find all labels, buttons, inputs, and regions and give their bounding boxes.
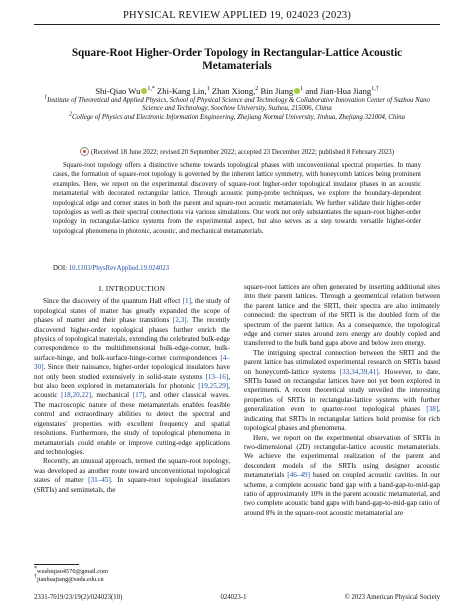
footnote-1 — [34, 565, 230, 576]
abstract: Square-root topology offers a distinctive scheme towards topological phases with unconventional spectral properties. In many cases, the formation of square-root topology is governed by the inherent lattice symmetry, with honeycomb lattices being prominent examples. Here, we report on the experimental discovery of square-root higher-order topological insulator phases in an acoustic metamaterial with decorated rectangular lattice. Through acoustic pump-probe techniques, we explore the boundary-dependent topological edge and corner states in both the parent and square-root acoustic metamaterials. We further validate their higher-order topologies as well as their spectral connections via various simulations. Our work not only substantiates the square-root higher-order topology in rectangular-lattice systems from the experimental aspect, but also serves as a step towards versatile higher-order topological phenomena in photonic, acoustic, and mechanical metamaterials. — [53, 162, 421, 235]
citation-link[interactable]: [18,20,22] — [61, 391, 92, 400]
section-heading: I. INTRODUCTION — [98, 284, 166, 293]
article-title — [40, 47, 434, 73]
footnote-email[interactable]: wushiqiao4570@gmail.com — [37, 568, 109, 575]
citation-link[interactable]: [1] — [182, 297, 191, 306]
footer-page-number: 024023-1 — [220, 594, 247, 601]
citation-link[interactable]: [31–45] — [88, 476, 111, 485]
author-name[interactable]: Bin Jiang — [260, 86, 294, 96]
author-list — [30, 86, 444, 97]
citation-link[interactable]: [4–30] — [34, 353, 230, 372]
affiliation-2 — [44, 111, 430, 122]
footnote-mark: * — [34, 565, 37, 572]
footer-copyright: © 2023 American Physical Society — [344, 594, 440, 601]
author-name[interactable]: and Jian-Hua Jiang — [305, 86, 372, 96]
dates-text: (Received 18 June 2022; revised 20 September 2022; accepted 23 December 2022; published 8 February 2023) — [91, 149, 394, 156]
affiliation-text: Institute of Theoretical and Applied Physics, School of Physical Science and Technology & Collaborative Innovation Center of Suzhou Nano Science and Technology, Soochow University, Suzhou, 215006, China — [47, 97, 430, 113]
affiliation-1 — [44, 94, 430, 114]
citation-link[interactable]: [13–16] — [205, 372, 229, 381]
publication-dates — [44, 147, 430, 157]
citation-link[interactable]: [38] — [426, 405, 439, 414]
affiliation-text: College of Physics and Electronic Information Engineering, Zhejiang Normal University, Jinhua, Zhejiang 321004, China — [72, 113, 405, 121]
check-for-updates-icon[interactable] — [80, 147, 89, 156]
author-affil-mark: 1,† — [371, 86, 379, 93]
title-line-1: Square-Root Higher-Order Topology in Rectangular-Lattice Acoustic — [71, 47, 403, 59]
doi-link[interactable]: 10.1103/PhysRevApplied.19.024023 — [68, 265, 170, 272]
paragraph: The intriguing spectral connection between the SRTI and the parent lattice has stimulated experimental research on SRTIs based on honeycomb-lattice systems [33,34,39,41]. However, to date, SRTIs based on rectangular lattices have not yet been explored in experiments. A recent theoretical study unveiled the interesting properties of SRTIs in rectangular-lattice systems with further generalization even to quarter-root topological phases [38], indicating that SRTIs in rectangular lattices hold promise for rich topological phases and phenomena. — [244, 348, 440, 433]
paragraph: square-root lattices are often generated by inserting additional sites into their parent lattices. Through a geometrical relation between the parent lattice and the SRTI, their spectra are also intimately connected: the spectrum of the SRTI is the doubled form of the spectrum of the parent lattice. As a consequence, the topological edge and corner states around zero energy are doubly copied and transferred to the bulk band gaps above and below zero energy. — [244, 283, 440, 348]
author-affil-mark: 1 — [206, 86, 210, 93]
citation-link[interactable]: [33,34,39,41] — [339, 367, 379, 376]
footnote-2 — [34, 576, 230, 584]
author-name[interactable]: Zhi-Kang Lin, — [157, 86, 207, 96]
footnotes — [34, 565, 230, 584]
right-column — [244, 283, 440, 518]
author-name[interactable]: Shi-Qiao Wu — [95, 86, 141, 96]
author-affil-mark: 2 — [255, 86, 259, 93]
affiliations — [44, 94, 430, 122]
citation-link[interactable]: [17] — [132, 391, 145, 400]
title-line-2: Metamaterials — [202, 60, 272, 72]
citation-link[interactable]: [2,3] — [172, 316, 187, 325]
author-name[interactable]: Zhan Xiong, — [211, 86, 256, 96]
footer-issn: 2331-7019/23/19(2)/024023(10) — [34, 594, 123, 601]
affiliation-mark: 2 — [69, 111, 73, 118]
journal-header: PHYSICAL REVIEW APPLIED 19, 024023 (2023) — [34, 10, 440, 25]
citation-link[interactable]: [46–49] — [287, 471, 311, 480]
affiliation-mark: 1 — [44, 94, 48, 101]
left-column — [34, 283, 230, 495]
doi-label: DOI: — [53, 265, 67, 272]
paragraph: Here, we report on the experimental observation of SRTIs in two-dimensional (2D) rectangular-lattice acoustic metamaterials. We achieve the experimental realization of the parent and descendent models of the SRTIs using designer acoustic metamaterials [46–49] based on coupled acoustic cavities. In our scheme, a complete acoustic band gap with a band-gap-to-mid-gap ratio of approximately 10% in the parent acoustic metamaterial, and two complete acoustic band gaps with band-gap-to-mid-gap ratio of around 8% in the square-root acoustic metamaterial are — [244, 433, 440, 517]
doi-line — [53, 265, 421, 272]
citation-link[interactable]: [19,25,29] — [198, 382, 229, 391]
footnote-divider — [34, 564, 79, 565]
paragraph: Since the discovery of the quantum Hall effect [1], the study of topological states of matter has greatly expanded the scope of phases of matter and their phase transitions [2,3]. The recently discovered higher-order topological phases further enrich the physics of topological materials, extending the celebrated bulk-edge correspondence to the multidimensional bulk-edge-corner, bulk-surface-hinge, and bulk-surface-hinge-corner correspondences [4–30]. Since their naissance, higher-order topological insulators have not only been studied extensively in solid-state systems [13–16], but also been explored in metamaterials for photonic [19,25,29], acoustic [18,20,22], mechanical [17], and other classical waves. The macroscopic nature of these metamaterials enables feasible control and extraordinary abilities to detect the spectral and eigenstates' properties with excellent frequency and spatial resolutions. Furthermore, the study of topological phenomena in metamaterials could enable or improve cutting-edge applications and technologies. — [34, 297, 230, 456]
page-footer — [34, 594, 440, 601]
footnote-email[interactable]: jianhuajiang@suda.edu.cn — [37, 576, 104, 584]
author-affil-mark: 1,* — [147, 86, 155, 93]
paragraph: Recently, an unusual approach, termed the square-root topology, was developed as another route toward unconventional topological states of matter [31–45]. In square-root topological insulators (SRTIs) and semimetals, the — [34, 457, 230, 494]
footnote-mark: † — [34, 574, 37, 581]
author-affil-mark: 1 — [300, 86, 304, 93]
